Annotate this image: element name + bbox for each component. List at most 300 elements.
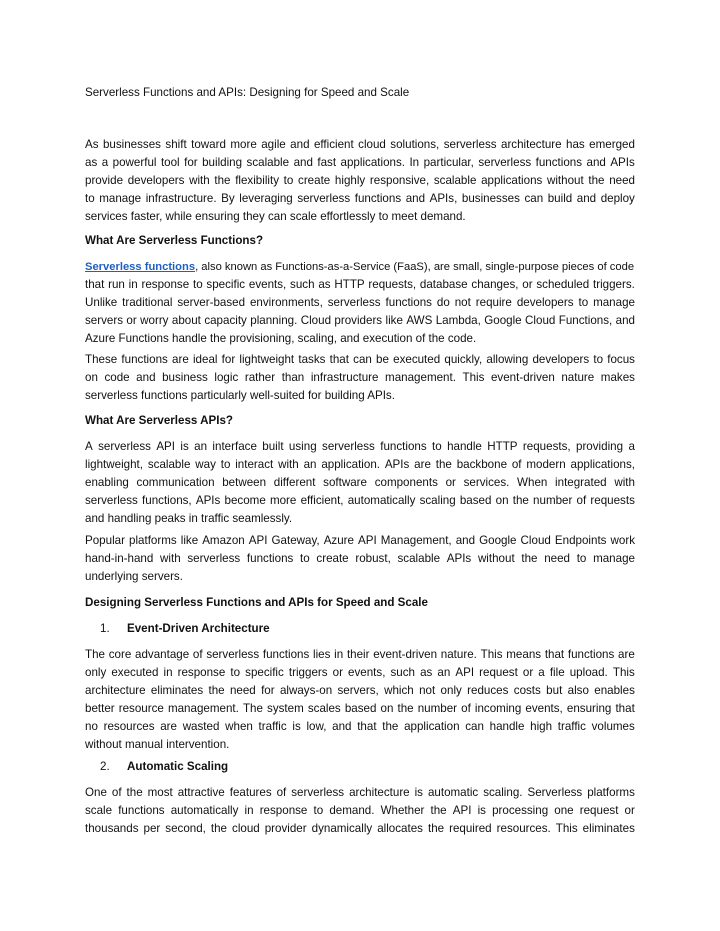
word: or	[522, 666, 534, 679]
word: without	[477, 552, 515, 565]
word: The	[242, 702, 263, 715]
word: resources.	[496, 822, 551, 835]
word: handle	[489, 720, 525, 733]
word: not	[419, 684, 436, 697]
word: request	[479, 666, 518, 679]
text-line	[85, 492, 635, 510]
word: way	[195, 458, 216, 471]
word: allowing	[486, 353, 529, 366]
word: or	[332, 666, 343, 679]
word: only	[440, 684, 462, 697]
word: an	[303, 458, 317, 471]
word: serverless	[187, 552, 241, 565]
text-line	[85, 351, 635, 369]
word: rather	[244, 371, 276, 384]
document-title: Serverless Functions and APIs: Designing for Speed and Scale	[85, 86, 410, 99]
word: based	[459, 494, 492, 507]
word: is	[180, 440, 189, 453]
word: different	[273, 476, 316, 489]
word: events,	[248, 278, 287, 291]
word: build	[547, 192, 573, 205]
word: APIs	[195, 494, 221, 507]
word: wasted	[182, 720, 220, 733]
text-line: and handling peaks in traffic seamlessly.	[85, 512, 293, 525]
word: create	[316, 552, 349, 565]
word: management.	[385, 371, 456, 384]
word: which	[384, 684, 414, 697]
word: APIs	[446, 552, 472, 565]
word: that	[544, 648, 565, 661]
word: one	[554, 804, 574, 817]
word: developers	[532, 353, 590, 366]
word: specific	[245, 666, 284, 679]
word: functions	[246, 552, 294, 565]
word: efficient,	[300, 494, 344, 507]
word: developers	[127, 174, 185, 187]
word: the	[382, 720, 399, 733]
word: to	[85, 192, 95, 205]
word: such	[290, 278, 315, 291]
word: APIs	[384, 458, 410, 471]
word: on	[495, 494, 509, 507]
word: deploy	[600, 192, 635, 205]
word: scaling.	[483, 786, 523, 799]
word: costs	[513, 684, 541, 697]
word: the	[512, 494, 529, 507]
intro-paragraph	[85, 136, 635, 226]
word: requests,	[368, 278, 417, 291]
word: the	[427, 822, 445, 835]
word: worry	[140, 314, 169, 327]
word: developers	[516, 296, 574, 309]
platforms-paragraph	[85, 532, 635, 586]
word: responsive,	[369, 174, 430, 187]
word: services.	[463, 476, 510, 489]
text-line	[85, 190, 635, 208]
word: In	[409, 156, 420, 169]
word: to	[576, 552, 587, 565]
text-line	[85, 700, 635, 718]
word: resources	[103, 720, 155, 733]
text-line	[85, 154, 635, 172]
word: efficient	[313, 138, 354, 151]
word: the	[397, 702, 414, 715]
word: more	[230, 138, 257, 151]
word: enables	[594, 684, 635, 697]
text-line	[85, 664, 635, 682]
word: scaling	[419, 494, 456, 507]
text-line	[85, 172, 635, 190]
word: a	[101, 156, 109, 169]
word: API	[358, 534, 377, 547]
word: with	[278, 458, 299, 471]
word: components	[374, 476, 438, 489]
word: functions	[385, 296, 432, 309]
word: ensuring	[566, 702, 612, 715]
word: response	[177, 666, 226, 679]
word: only	[85, 666, 107, 679]
word: Popular	[85, 534, 125, 547]
word: APIs	[610, 156, 635, 169]
word: When	[517, 476, 548, 489]
word: of	[111, 786, 122, 799]
word: serverless	[206, 648, 260, 661]
word: provide	[85, 174, 124, 187]
word: Cloud	[300, 314, 332, 327]
word: changes,	[471, 278, 519, 291]
word: Google	[479, 534, 517, 547]
word: as	[318, 278, 331, 291]
word: has	[566, 138, 585, 151]
word: requests	[590, 494, 635, 507]
word: Cloud	[520, 534, 551, 547]
word: interface	[212, 440, 257, 453]
word: These	[85, 353, 118, 366]
word: eliminates	[150, 684, 204, 697]
word: is	[414, 786, 423, 799]
word: powerful	[112, 156, 157, 169]
text-line	[85, 718, 635, 736]
word: without	[546, 174, 584, 187]
word: be	[376, 353, 389, 366]
word: One	[85, 786, 107, 799]
link-trailing-text: , also known as Functions-as-a-Service (FaaS), are small, single-purpose pieces of code	[195, 261, 635, 273]
word: AWS	[406, 314, 433, 327]
word: traditional	[122, 296, 173, 309]
word: executed	[111, 666, 159, 679]
word: functions	[380, 440, 427, 453]
list-number: 1.	[100, 622, 110, 635]
word: low,	[306, 720, 327, 733]
word: reduces	[467, 684, 509, 697]
word: management.	[167, 702, 239, 715]
text-line-with-link	[85, 258, 635, 276]
word: to	[578, 296, 589, 309]
word: resource	[118, 702, 164, 715]
word: the	[521, 552, 538, 565]
word: API	[248, 534, 268, 547]
word: scalable	[246, 156, 290, 169]
word: requests,	[522, 440, 571, 453]
word: second,	[165, 822, 206, 835]
word: leveraging	[239, 192, 293, 205]
word: enabling	[85, 476, 129, 489]
word: no	[85, 720, 98, 733]
word: the	[435, 458, 452, 471]
text-line: serverless functions particularly well-suited for building APIs.	[85, 389, 395, 402]
word: robust,	[355, 552, 391, 565]
word: in	[244, 804, 254, 817]
word: need	[609, 174, 635, 187]
text-line	[85, 550, 635, 568]
word: Amazon	[202, 534, 245, 547]
word: HTTP	[334, 278, 365, 291]
word: functions,	[142, 494, 192, 507]
word: between	[222, 476, 267, 489]
word: features	[229, 786, 272, 799]
word: scalable	[147, 458, 191, 471]
word: code	[104, 371, 130, 384]
word: the	[210, 822, 228, 835]
word: platforms	[129, 534, 177, 547]
word: particular,	[423, 156, 474, 169]
word: to	[300, 552, 310, 565]
word: are	[172, 353, 189, 366]
word: than	[281, 371, 305, 384]
word: Azure	[323, 534, 354, 547]
serverless-functions-paragraph	[85, 258, 635, 348]
text-line	[85, 682, 635, 700]
word: for	[184, 156, 198, 169]
word: an	[437, 666, 451, 679]
word: Management,	[380, 534, 452, 547]
word: applications.	[340, 156, 405, 169]
word: always-on	[279, 684, 333, 697]
word: need	[229, 684, 256, 697]
word: that	[85, 278, 105, 291]
word: API	[452, 804, 472, 817]
word: not	[454, 296, 471, 309]
word: scalable	[397, 552, 441, 565]
word: can	[524, 192, 544, 205]
functions-use-paragraph	[85, 351, 635, 405]
word: serverless	[297, 192, 351, 205]
word: of	[192, 648, 203, 661]
word: run	[108, 278, 125, 291]
word: as	[420, 666, 433, 679]
word: toward	[191, 138, 226, 151]
word: Cloud	[525, 314, 556, 327]
text-line: services faster, while ensuring they can scale effortlessly to meet demand.	[85, 210, 466, 223]
word: or	[126, 314, 137, 327]
word: and	[405, 192, 426, 205]
word: specific	[206, 278, 246, 291]
text-line	[85, 438, 635, 456]
word: Whether	[380, 804, 425, 817]
word: to	[313, 804, 324, 817]
word: per	[143, 822, 161, 835]
event-driven-paragraph	[85, 646, 635, 754]
word: the	[126, 786, 143, 799]
text-line	[85, 784, 635, 802]
word: advantage	[135, 648, 190, 661]
section-heading-designing: Designing Serverless Functions and APIs for Speed and Scale	[85, 596, 428, 609]
word: executed	[393, 353, 441, 366]
word: environments,	[249, 296, 323, 309]
text-line	[85, 312, 635, 330]
text-line	[85, 136, 635, 154]
word: quickly,	[444, 353, 483, 366]
word: database	[419, 278, 468, 291]
word: most	[147, 786, 173, 799]
word: an	[194, 440, 208, 453]
section-heading-serverless-apis: What Are Serverless APIs?	[85, 414, 233, 427]
word: functions	[262, 648, 310, 661]
word: functions	[121, 353, 168, 366]
word: and	[615, 314, 635, 327]
word: to	[220, 458, 231, 471]
text-line	[85, 646, 635, 664]
word: events,	[525, 702, 563, 715]
word: architecture	[501, 138, 562, 151]
word: that	[329, 353, 349, 366]
word: infrastructure	[310, 371, 379, 384]
word: and	[136, 371, 156, 384]
word: or	[522, 278, 533, 291]
word: manage	[593, 296, 635, 309]
word: are	[618, 648, 635, 661]
word: businesses	[461, 192, 520, 205]
word: event-driven	[373, 648, 438, 661]
word: and	[576, 192, 597, 205]
word: serverless	[85, 494, 138, 507]
word: such	[390, 666, 415, 679]
word: and	[455, 534, 476, 547]
word: nature	[561, 371, 595, 384]
word: scale	[85, 804, 113, 817]
word: are	[414, 458, 431, 471]
word: Google	[484, 314, 522, 327]
word: serverless	[478, 156, 532, 169]
word: flexibility	[235, 174, 279, 187]
text-line: underlying servers.	[85, 570, 183, 583]
word: and	[332, 720, 352, 733]
word: makes	[600, 371, 635, 384]
word: response	[141, 278, 190, 291]
word: provider	[264, 822, 307, 835]
word: number	[417, 702, 458, 715]
word: serverless	[291, 786, 345, 799]
word: This	[612, 666, 635, 679]
word: Functions,	[558, 314, 613, 327]
word: the	[214, 174, 231, 187]
text-line	[85, 820, 635, 838]
word: need	[544, 552, 570, 565]
word: nature.	[440, 648, 477, 661]
word: to	[192, 278, 203, 291]
word: integrated	[555, 476, 607, 489]
word: also	[567, 684, 589, 697]
word: like	[385, 314, 403, 327]
word: functions	[567, 648, 615, 661]
word: Endpoints	[554, 534, 607, 547]
word: with	[614, 476, 635, 489]
word: of	[461, 702, 471, 715]
word: to	[283, 174, 294, 187]
word: This	[462, 371, 485, 384]
word: create	[298, 174, 331, 187]
word: and	[586, 156, 606, 169]
word: businesses	[102, 138, 161, 151]
word: about	[171, 314, 201, 327]
word: demand.	[329, 804, 375, 817]
word: traffic	[557, 720, 586, 733]
word: solutions,	[390, 138, 440, 151]
serverless-functions-link[interactable]: Serverless functions	[85, 261, 196, 273]
word: volumes	[591, 720, 635, 733]
word: the	[430, 804, 447, 817]
word: are	[160, 720, 177, 733]
word: cloud	[358, 138, 386, 151]
word: focus	[607, 353, 635, 366]
word: built	[262, 440, 284, 453]
word: architecture	[349, 786, 410, 799]
word: based	[344, 702, 377, 715]
word: applications	[481, 174, 543, 187]
text-line	[85, 294, 635, 312]
list-item-title: Event-Driven Architecture	[127, 622, 270, 635]
word: Lambda,	[435, 314, 481, 327]
word: automatically	[170, 804, 239, 817]
word: A	[85, 440, 93, 453]
word: can	[465, 720, 484, 733]
word: interact	[235, 458, 274, 471]
word: capacity	[204, 314, 247, 327]
word: thousands	[85, 822, 139, 835]
word: a	[538, 666, 545, 679]
word: software	[323, 476, 367, 489]
word: hand-in-hand	[85, 552, 154, 565]
word: highly	[334, 174, 366, 187]
word: scheduled	[536, 278, 590, 291]
word: response	[259, 804, 308, 817]
word: functions	[354, 192, 402, 205]
word: tasks	[298, 353, 326, 366]
word: that	[357, 720, 377, 733]
word: system	[267, 702, 304, 715]
word: like	[180, 534, 199, 547]
word: more	[269, 494, 297, 507]
word: serverless	[443, 138, 497, 151]
word: providing	[576, 440, 624, 453]
word: As	[85, 138, 99, 151]
word: required	[449, 822, 492, 835]
word: API	[156, 440, 176, 453]
word: event-driven	[490, 371, 555, 384]
word: traffic	[258, 720, 287, 733]
word: planning.	[250, 314, 298, 327]
word: automatic	[427, 786, 479, 799]
automatic-scaling-paragraph	[85, 784, 635, 838]
list-number: 2.	[100, 760, 110, 773]
word: a	[628, 440, 635, 453]
word: modern	[526, 458, 566, 471]
word: in	[163, 666, 173, 679]
list-item-automatic-scaling	[100, 759, 228, 775]
word: server-based	[177, 296, 246, 309]
word: events,	[348, 666, 386, 679]
word: means	[506, 648, 542, 661]
word: APIs,	[429, 192, 458, 205]
word: Gateway,	[271, 534, 320, 547]
word: servers	[85, 314, 124, 327]
word: logic	[214, 371, 239, 384]
word: core	[108, 648, 132, 661]
word: request	[579, 804, 619, 817]
word: API	[455, 666, 475, 679]
word: the	[588, 174, 605, 187]
word: agile	[261, 138, 286, 151]
text-line	[85, 276, 635, 294]
word: providers	[334, 314, 383, 327]
word: The	[85, 648, 105, 661]
word: By	[221, 192, 235, 205]
word: platforms	[587, 786, 635, 799]
word: application.	[321, 458, 380, 471]
text-line	[85, 532, 635, 550]
first-line-group	[85, 258, 634, 276]
section-heading-serverless-functions: What Are Serverless Functions?	[85, 234, 264, 247]
